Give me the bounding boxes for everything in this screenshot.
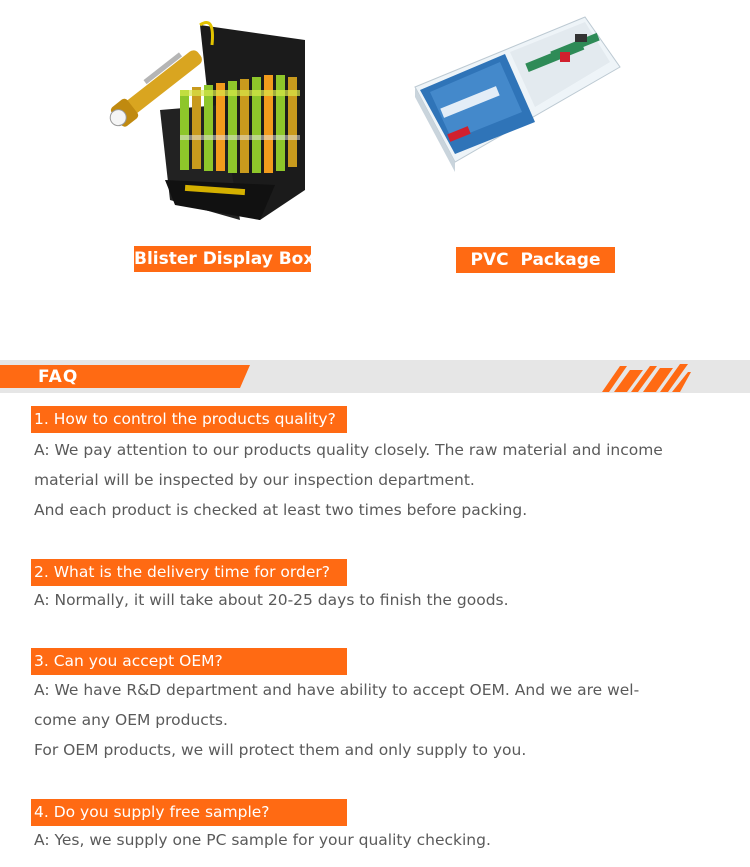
faq-answer-3-line-1: A: We have R&D department and have ability to accept OEM. And we are wel- bbox=[34, 681, 640, 699]
faq-question-2: 2. What is the delivery time for order? bbox=[31, 559, 347, 586]
flashlight-display-box-image bbox=[100, 15, 315, 230]
product-label-blister-display-box: Blister Display Box bbox=[134, 246, 311, 272]
faq-answer-1-line-1: A: We pay attention to our products quality closely. The raw material and income bbox=[34, 441, 663, 459]
faq-answer-1-line-2: material will be inspected by our inspection department. bbox=[34, 471, 475, 489]
faq-header-bar bbox=[0, 360, 750, 393]
faq-question-3: 3. Can you accept OEM? bbox=[31, 648, 347, 675]
pvc-package-image bbox=[410, 12, 625, 172]
faq-title: FAQ bbox=[38, 367, 79, 387]
faq-answer-2-line-1: A: Normally, it will take about 20-25 days to finish the goods. bbox=[34, 591, 509, 609]
faq-question-1: 1. How to control the products quality? bbox=[31, 406, 347, 433]
faq-answer-4-line-1: A: Yes, we supply one PC sample for your quality checking. bbox=[34, 831, 491, 849]
faq-answer-3-line-2: come any OEM products. bbox=[34, 711, 228, 729]
faq-answer-3-line-3: For OEM products, we will protect them and only supply to you. bbox=[34, 741, 527, 759]
faq-question-4: 4. Do you supply free sample? bbox=[31, 799, 347, 826]
product-label-pvc-package: PVC Package bbox=[456, 247, 615, 273]
faq-answer-1-line-3: And each product is checked at least two times before packing. bbox=[34, 501, 528, 519]
